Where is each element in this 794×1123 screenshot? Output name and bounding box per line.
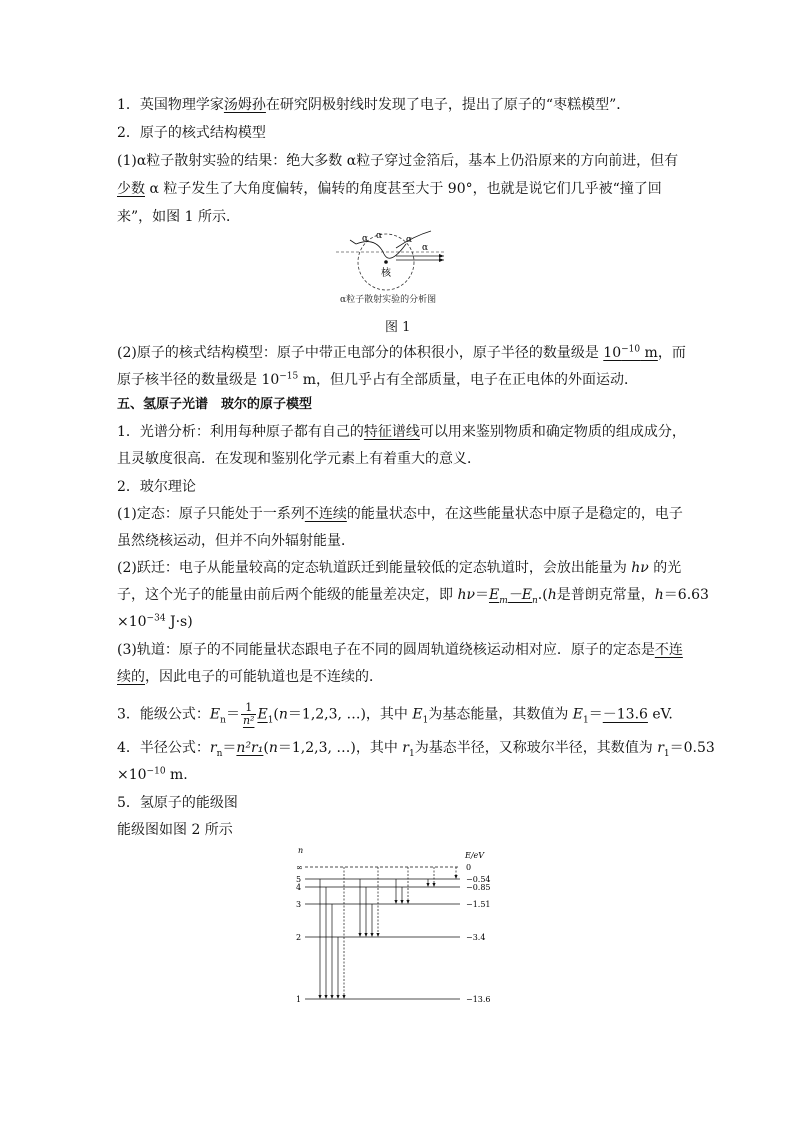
nucleus-dot [384, 260, 388, 264]
level-number-label: 4 [296, 883, 302, 892]
transition-arrow-head [426, 883, 429, 887]
transition-arrow-head [330, 995, 333, 999]
level-number-label: 3 [296, 900, 302, 909]
energy-level-diagram [280, 842, 520, 1010]
answer-blank: 续的 [117, 669, 145, 685]
level-energy-label: 0 [466, 863, 472, 872]
alpha-label: α [406, 235, 413, 245]
text: 为基态半径，又称玻尔半径，其数值为 [414, 740, 658, 756]
paragraph-orbit-1 [117, 641, 683, 659]
paragraph-energy-diagram-intro: 能级图如图 2 所示 [117, 822, 233, 838]
text: J·s) [165, 614, 193, 630]
text: m，但几乎占有全部质量，电子在正电体的外面运动． [298, 372, 638, 388]
paragraph-transition-1 [117, 559, 681, 577]
answer-blank [488, 587, 538, 606]
paragraph-stationary-1 [117, 505, 683, 523]
exponent: −15 [279, 371, 299, 382]
text: 3．能级公式： [117, 706, 210, 723]
level-number-label: 2 [296, 933, 302, 942]
paragraph-orbit-2 [117, 668, 383, 686]
text: 原子核半径的数量级是 10 [117, 372, 280, 388]
figure-1-caption: α粒子散射实验的分析图 [340, 295, 437, 305]
paragraph-spectrum-1 [117, 423, 686, 441]
nucleus-label: 核 [381, 268, 391, 279]
symbol: E [257, 706, 268, 723]
answer-blank: 特征谱线 [363, 424, 420, 440]
subscript: 1 [267, 715, 274, 726]
answer-blank: 不连续 [304, 506, 347, 522]
symbol: E [209, 706, 221, 723]
level-energy-label: −3.4 [466, 933, 486, 942]
section-heading-5: 五、氢原子光谱 玻尔的原子模型 [117, 397, 313, 412]
subscript: 1 [409, 748, 415, 759]
exponent: −34 [146, 613, 166, 624]
answer-blank: 少数 [117, 181, 145, 197]
level-energy-label: −1.51 [466, 900, 491, 909]
exponent: −10 [621, 344, 641, 355]
heading-energy-diagram: 5．氢原子的能级图 [117, 795, 238, 811]
transition-arrow-head [370, 933, 373, 937]
text: 可以用来鉴别物质和确定物质的组成成分， [419, 424, 686, 440]
text: 英国物理学家 [139, 97, 224, 113]
text: 4．半径公式： [117, 740, 210, 756]
text: 子，这个光子的能量由前后两个能级的能量差决定，即 [117, 587, 458, 603]
text: ＝6.63 [663, 587, 709, 603]
symbol: r [402, 740, 409, 756]
transition-arrow-head [336, 995, 339, 999]
text: ( [263, 740, 269, 756]
unit: m [640, 345, 658, 361]
denominator: n² [242, 714, 255, 727]
arrow-head [439, 254, 444, 258]
transition-arrow-head [394, 900, 397, 904]
transition-arrow-head [454, 875, 457, 879]
paragraph-transition-2 [117, 586, 709, 604]
text: 为基态能量，其数值为 [428, 706, 573, 723]
subscript: m [499, 595, 508, 606]
heading-bohr-theory: 2．玻尔理论 [117, 479, 196, 495]
text: 的光 [648, 560, 682, 576]
paragraph-radius-formula-2 [117, 766, 188, 784]
answer-blank [603, 345, 658, 361]
fraction [241, 702, 257, 727]
symbol: E [488, 587, 500, 603]
answer-blank: 汤姆孙 [223, 97, 266, 113]
level-energy-label: −0.54 [466, 875, 491, 884]
paragraph-transition-3 [117, 613, 193, 631]
symbol: n [268, 740, 278, 756]
symbol: r [209, 740, 217, 756]
level-number-label: 5 [296, 875, 302, 884]
text: ，而 [657, 345, 686, 361]
symbol: E [572, 706, 584, 723]
text: ＝0.53 [669, 740, 715, 756]
text: 10 [603, 345, 622, 361]
answer-blank: 不连 [654, 642, 683, 658]
text: α 粒子发生了大角度偏转，偏转的角度甚至大于 90°，也就是说它们几乎被“撞了回 [145, 181, 662, 197]
heading-nuclear-model: 2．原子的核式结构模型 [117, 125, 266, 141]
text: ×10 [117, 767, 147, 783]
subscript: 1 [663, 748, 670, 759]
symbol: hν [457, 587, 475, 603]
text: 1．光谱分析：利用每种原子都有自己的 [117, 424, 364, 440]
text: .( [537, 587, 548, 603]
alpha-label: α [376, 231, 383, 241]
symbol: －E [507, 587, 532, 603]
symbol: n [278, 706, 288, 723]
numerator: 1 [241, 702, 257, 715]
text: (1)定态：原子只能处于一系列 [117, 506, 305, 522]
answer-blank: n²r₁ [236, 740, 264, 756]
level-energy-label: −13.6 [466, 995, 491, 1004]
paragraph-radius-formula [117, 739, 715, 757]
trajectory-back [350, 240, 356, 244]
alpha-scattering-figure [336, 226, 456, 296]
text: 是普朗克常量， [556, 587, 655, 603]
transition-arrow-head [342, 995, 345, 999]
level-number-label: ∞ [296, 863, 303, 872]
answer-blank: －13.6 [602, 706, 648, 723]
item-number: 1． [117, 97, 140, 113]
transition-arrow-head [376, 933, 379, 937]
text: ＝1,2,3, …)，其中 [277, 740, 403, 756]
paragraph-energy-formula [117, 702, 673, 727]
n-axis-label: n [298, 846, 304, 855]
transition-arrow-head [400, 900, 403, 904]
paragraph-nuclear-radius-1 [117, 344, 686, 362]
level-energy-label: −0.85 [466, 883, 491, 892]
paragraph-stationary-2: 虽然绕核运动，但并不向外辐射能量． [117, 533, 355, 549]
text: ( [273, 706, 279, 723]
symbol: h [654, 587, 664, 603]
paragraph-scattering-2 [117, 180, 662, 198]
text: (2)原子的核式结构模型：原子中带正电部分的体积很小，原子半径的数量级是 [117, 345, 604, 361]
energy-levels [296, 863, 491, 1004]
paragraph-spectrum-2: 且灵敏度很高．在发现和鉴别化学元素上有着重大的意义． [117, 451, 481, 467]
level-number-label: 1 [296, 995, 302, 1004]
transition-arrow-head [364, 933, 367, 937]
transition-arrow-head [324, 995, 327, 999]
transition-arrow-head [318, 995, 321, 999]
paragraph-thomson [117, 96, 630, 114]
paragraph-scattering-1: (1)α粒子散射实验的结果：绝大多数 α粒子穿过金箔后，基本上仍沿原来的方向前进，但有 [117, 153, 679, 169]
text: eV. [647, 706, 673, 723]
symbol: r [657, 740, 664, 756]
text: m. [165, 767, 188, 783]
symbol: h [547, 587, 557, 603]
text: ＝ [588, 706, 603, 723]
subscript: n [220, 715, 226, 726]
figure-1-label: 图 1 [385, 320, 411, 335]
alpha-label: α [362, 234, 369, 244]
text: (3)轨道：原子的不同能量状态跟电子在不同的圆周轨道绕核运动相对应．原子的定态是 [117, 642, 655, 658]
transition-arrow-head [358, 933, 361, 937]
subscript: n [532, 595, 538, 606]
subscript: n [216, 748, 223, 759]
transition-arrow-head [406, 900, 409, 904]
paragraph-nuclear-radius-2 [117, 371, 638, 389]
energy-axis-label: E/eV [465, 851, 485, 860]
paragraph-scattering-3: 来”，如图 1 所示． [117, 209, 240, 225]
arrow-head [439, 258, 444, 262]
text: ＝ [225, 706, 240, 723]
alpha-label: α [422, 243, 429, 253]
text: ＝ [222, 740, 237, 756]
exponent: −10 [146, 766, 166, 777]
text: ×10 [117, 614, 147, 630]
text: (2)跃迁：电子从能量较高的定态轨道跃迁到能量较低的定态轨道时，会放出能量为 [117, 560, 632, 576]
text: ，因此电子的可能轨道也是不连续的． [145, 669, 383, 685]
subscript: 1 [422, 715, 429, 726]
text: ＝ [474, 587, 489, 603]
symbol: hν [631, 560, 649, 576]
text: ＝1,2,3, …)，其中 [287, 706, 413, 723]
text: 在研究阴极射线时发现了电子，提出了原子的“枣糕模型”． [265, 97, 631, 113]
transition-arrow-head [432, 883, 435, 887]
text: 的能量状态中，在这些能量状态中原子是稳定的，电子 [346, 506, 683, 522]
subscript: 1 [583, 715, 589, 726]
symbol: E [412, 706, 423, 723]
